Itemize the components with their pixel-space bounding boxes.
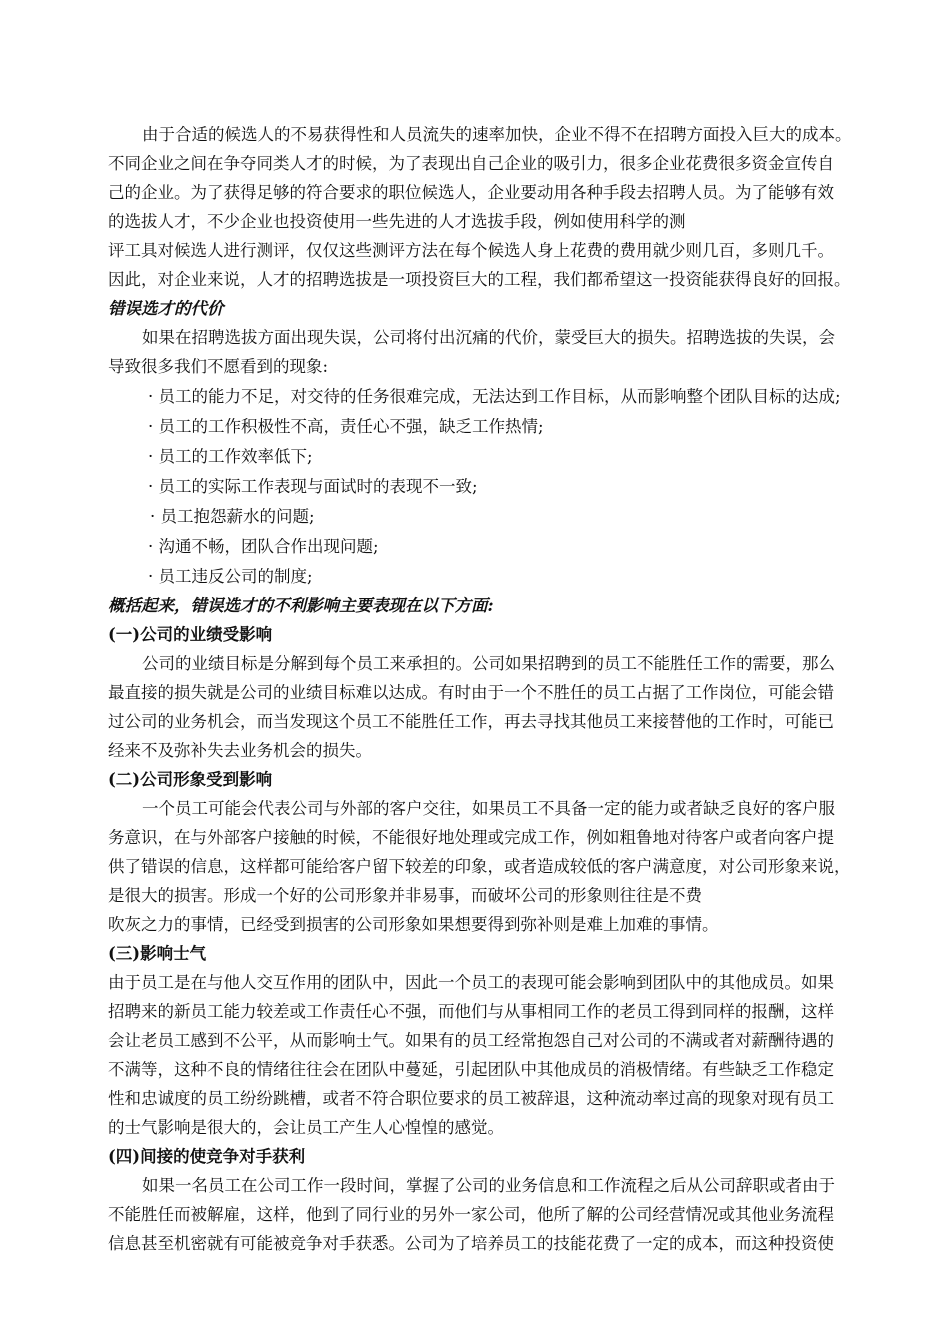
section3-line: 不满等，这种不良的情绪往往会在团队中蔓延，引起团队中其他成员的消极情绪。有些缺乏工作稳定 (108, 1060, 834, 1079)
cost-line: 导致很多我们不愿看到的现象: (108, 357, 329, 376)
intro-line: 的选拔人才，不少企业也投资使用一些先进的人才选拔手段，例如使用科学的测 (108, 212, 686, 231)
section-heading-2: (二)公司形象受到影响 (108, 770, 273, 789)
intro-line: 不同企业之间在争夺同类人才的时候，为了表现出自己企业的吸引力，很多企业花费很多资金宣传自 (108, 154, 834, 173)
section-heading-4: (四)间接的使竞争对手获利 (108, 1147, 306, 1166)
section1-line: 经来不及弥补失去业务机会的损失。 (108, 741, 372, 760)
bullet-item: · 员工违反公司的制度; (148, 567, 313, 586)
intro-line: 己的企业。为了获得足够的符合要求的职位候选人，企业要动用各种手段去招聘人员。为了能够有效 (108, 183, 834, 202)
section3-line: 由于员工是在与他人交互作用的团队中，因此一个员工的表现可能会影响到团队中的其他成员。如果 (108, 973, 834, 992)
section2-line: 一个员工可能会代表公司与外部的客户交往，如果员工不具备一定的能力或者缺乏良好的客户服 (142, 799, 835, 818)
section2-line: 吹灰之力的事情，已经受到损害的公司形象如果想要得到弥补则是难上加难的事情。 (108, 915, 719, 934)
cost-line: 如果在招聘选拔方面出现失误，公司将付出沉痛的代价，蒙受巨大的损失。招聘选拔的失误，会 (142, 328, 835, 347)
section3-line: 招聘来的新员工能力较差或工作责任心不强，而他们与从事相同工作的老员工得到同样的报酬，这样 (108, 1002, 834, 1021)
section-heading-3: (三)影响士气 (108, 944, 207, 963)
bullet-item: · 员工的工作积极性不高，责任心不强，缺乏工作热情; (148, 417, 544, 436)
bullet-item: · 沟通不畅，团队合作出现问题; (148, 537, 379, 556)
section4-line: 信息甚至机密就有可能被竞争对手获悉。公司为了培养员工的技能花费了一定的成本，而这种投资使 (108, 1234, 834, 1253)
intro-line: 评工具对候选人进行测评，仅仅这些测评方法在每个候选人身上花费的费用就少则几百，多则几千。 (108, 241, 834, 260)
bullet-item: · 员工的能力不足，对交待的任务很难完成，无法达到工作目标，从而影响整个团队目标的达成; (148, 387, 841, 406)
section2-line: 务意识，在与外部客户接触的时候，不能很好地处理或完成工作，例如粗鲁地对待客户或者向客户提 (108, 828, 834, 847)
section-heading-1: (一)公司的业绩受影响 (108, 625, 273, 644)
section3-line: 性和忠诚度的员工纷纷跳槽，或者不符合职位要求的员工被辞退，这种流动率过高的现象对现有员工 (108, 1089, 834, 1108)
section2-line: 供了错误的信息，这样都可能给客户留下较差的印象，或者造成较低的客户满意度，对公司形象来说， (108, 857, 851, 876)
section1-line: 最直接的损失就是公司的业绩目标难以达成。有时由于一个不胜任的员工占据了工作岗位，可能会错 (108, 683, 834, 702)
bullet-item: · 员工抱怨薪水的问题; (150, 507, 315, 526)
section4-line: 如果一名员工在公司工作一段时间，掌握了公司的业务信息和工作流程之后从公司辞职或者由于 (142, 1176, 835, 1195)
section1-line: 过公司的业务机会，而当发现这个员工不能胜任工作，再去寻找其他员工来接替他的工作时，可能已 (108, 712, 834, 731)
section4-line: 不能胜任而被解雇，这样，他到了同行业的另外一家公司，他所了解的公司经营情况或其他业务流程 (108, 1205, 834, 1224)
bullet-item: · 员工的实际工作表现与面试时的表现不一致; (148, 477, 478, 496)
summary-heading: 概括起来，错误选才的不利影响主要表现在以下方面: (108, 596, 494, 615)
section1-line: 公司的业绩目标是分解到每个员工来承担的。公司如果招聘到的员工不能胜任工作的需要，那么 (142, 654, 835, 673)
section-heading-cost: 错误选才的代价 (108, 299, 224, 318)
section3-line: 的士气影响是很大的，会让员工产生人心惶惶的感觉。 (108, 1118, 504, 1137)
intro-line: 因此，对企业来说，人才的招聘选拔是一项投资巨大的工程，我们都希望这一投资能获得良好的回报。 (108, 270, 851, 289)
section3-line: 会让老员工感到不公平，从而影响士气。如果有的员工经常抱怨自己对公司的不满或者对薪酬待遇的 (108, 1031, 834, 1050)
bullet-item: · 员工的工作效率低下; (148, 447, 313, 466)
intro-line: 由于合适的候选人的不易获得性和人员流失的速率加快，企业不得不在招聘方面投入巨大的成本。 (142, 125, 852, 144)
section2-line: 是很大的损害。形成一个好的公司形象并非易事，而破坏公司的形象则往往是不费 (108, 886, 702, 905)
